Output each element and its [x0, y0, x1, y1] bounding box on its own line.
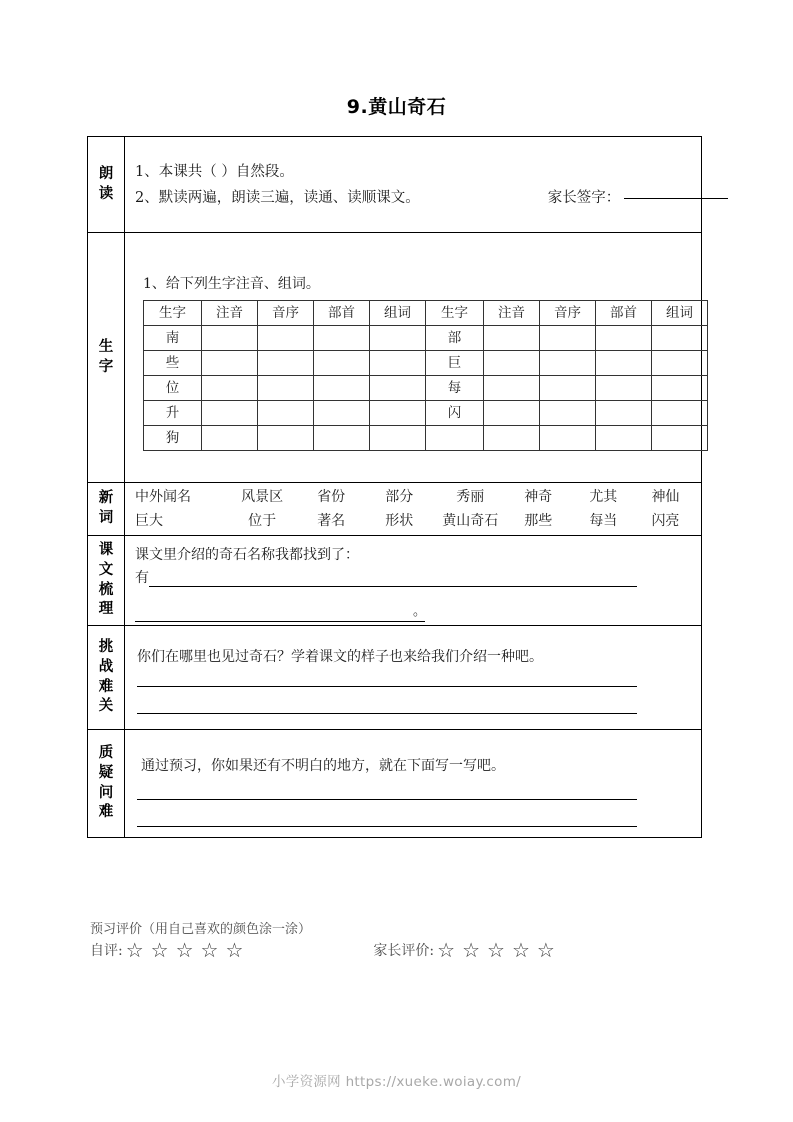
answer-cell-zuci-right[interactable] — [652, 376, 708, 401]
new-chars-question: 1、给下列生字注音、组词。 — [143, 276, 320, 292]
reading-task-1: 1、本课共（ ）自然段。 — [135, 163, 294, 180]
star-icon[interactable]: ☆ — [200, 938, 219, 962]
answer-cell-zuci-right[interactable] — [652, 426, 708, 451]
spacer — [133, 800, 693, 826]
word-item: 每当 — [589, 513, 618, 529]
label-char: 新 — [98, 490, 114, 507]
evaluation-block — [90, 920, 710, 960]
reading-task-2: 2、默读两遍，朗读三遍，读通、读顺课文。 — [135, 189, 420, 206]
section-row-outline — [88, 536, 702, 626]
char-cell-right: 闪 — [426, 401, 484, 426]
star-icon[interactable]: ☆ — [536, 938, 555, 962]
answer-cell-zuci-right[interactable] — [652, 401, 708, 426]
answer-cell-bushou-left[interactable] — [314, 376, 370, 401]
spacer — [133, 777, 693, 799]
reading-task-2-row — [135, 185, 693, 211]
spacer — [133, 687, 693, 713]
outline-writing-line-2[interactable] — [135, 605, 425, 622]
label-char: 问 — [98, 784, 114, 801]
word-item: 部分 — [385, 489, 414, 505]
answer-cell-yinxu-left[interactable] — [258, 376, 314, 401]
star-icon[interactable]: ☆ — [225, 938, 244, 962]
col-header-shengzi-right: 生字 — [426, 301, 484, 326]
section-body-reading — [125, 137, 702, 233]
word-item: 风景区 — [241, 489, 284, 505]
char-cell-right: 巨 — [426, 351, 484, 376]
char-cell-left: 位 — [144, 376, 202, 401]
section-body-outline — [125, 536, 702, 626]
section-row-new-chars — [88, 233, 702, 483]
section-label-challenge — [88, 626, 125, 730]
label-char: 梳 — [98, 581, 114, 598]
answer-cell-zhuyin-right[interactable] — [484, 351, 540, 376]
answer-cell-zuci-left[interactable] — [370, 426, 426, 451]
answer-cell-zhuyin-left[interactable] — [202, 351, 258, 376]
parent-evaluation-label: 家长评价: — [373, 943, 435, 959]
answer-cell-yinxu-right[interactable] — [540, 401, 596, 426]
word-item: 神仙 — [651, 489, 680, 505]
answer-cell-yinxu-left[interactable] — [258, 426, 314, 451]
answer-cell-yinxu-right[interactable] — [540, 426, 596, 451]
word-item: 省份 — [317, 489, 346, 505]
evaluation-rating-row — [90, 940, 710, 960]
answer-cell-zuci-right[interactable] — [652, 326, 708, 351]
answer-cell-zhuyin-left[interactable] — [202, 426, 258, 451]
answer-cell-bushou-left[interactable] — [314, 426, 370, 451]
table-row — [144, 376, 708, 401]
outline-answer-row-2 — [135, 603, 693, 622]
word-item: 位于 — [248, 513, 277, 529]
star-icon[interactable]: ☆ — [462, 938, 480, 962]
table-row — [144, 401, 708, 426]
col-header-zhuyin-right: 注音 — [484, 301, 540, 326]
new-words-row-1 — [131, 485, 695, 509]
answer-cell-yinxu-right[interactable] — [540, 326, 596, 351]
col-header-zuci-right: 组词 — [652, 301, 708, 326]
star-icon[interactable]: ☆ — [125, 938, 144, 962]
section-body-challenge — [125, 626, 702, 730]
word-item: 闪亮 — [651, 513, 680, 529]
answer-cell-bushou-right[interactable] — [596, 426, 652, 451]
parent-evaluation-group — [373, 940, 561, 960]
label-char: 质 — [98, 745, 114, 762]
section-label-new-chars — [88, 233, 125, 483]
char-cell-right — [426, 426, 484, 451]
doubt-prompt: 通过预习，你如果还有不明白的地方，就在下面写一写吧。 — [141, 757, 505, 774]
label-char: 文 — [98, 561, 114, 578]
answer-cell-bushou-left[interactable] — [314, 401, 370, 426]
answer-cell-zhuyin-left[interactable] — [202, 376, 258, 401]
section-body-new-words — [125, 483, 702, 536]
challenge-prompt: 你们在哪里也见过奇石？学着课文的样子也来给我们介绍一种吧。 — [137, 648, 543, 665]
word-item: 那些 — [524, 513, 553, 529]
answer-cell-yinxu-right[interactable] — [540, 376, 596, 401]
answer-cell-yinxu-right[interactable] — [540, 351, 596, 376]
new-words-row-2 — [131, 509, 695, 533]
label-char: 理 — [98, 601, 114, 618]
char-cell-right: 部 — [426, 326, 484, 351]
section-row-challenge — [88, 626, 702, 730]
section-row-new-words — [88, 483, 702, 536]
answer-cell-bushou-right[interactable] — [596, 351, 652, 376]
answer-cell-bushou-right[interactable] — [596, 376, 652, 401]
label-char: 疑 — [98, 764, 114, 781]
signature-writing-line[interactable] — [624, 198, 728, 199]
doubt-writing-line-2[interactable] — [137, 826, 637, 827]
word-item: 神奇 — [524, 489, 553, 505]
parent-evaluation-stars[interactable] — [437, 940, 562, 960]
table-row — [144, 426, 708, 451]
col-header-bushou-left: 部首 — [314, 301, 370, 326]
char-cell-left: 些 — [144, 351, 202, 376]
answer-cell-yinxu-left[interactable] — [258, 326, 314, 351]
col-header-yinxu-right: 音序 — [540, 301, 596, 326]
char-cell-left: 升 — [144, 401, 202, 426]
table-row — [144, 351, 708, 376]
star-icon[interactable]: ☆ — [437, 938, 456, 962]
table-row — [144, 326, 708, 351]
char-cell-left: 狗 — [144, 426, 202, 451]
col-header-zuci-left: 组词 — [370, 301, 426, 326]
label-char: 难 — [98, 678, 114, 695]
parent-signature-field[interactable] — [548, 185, 729, 211]
answer-cell-zuci-left[interactable] — [370, 326, 426, 351]
answer-cell-zhuyin-right[interactable] — [484, 326, 540, 351]
spacer — [133, 668, 693, 686]
label-char: 挑 — [98, 639, 114, 656]
answer-cell-bushou-right[interactable] — [596, 326, 652, 351]
answer-cell-bushou-left[interactable] — [314, 326, 370, 351]
answer-cell-yinxu-left[interactable] — [258, 401, 314, 426]
word-item: 秀丽 — [456, 489, 485, 505]
parent-signature-label: 家长签字： — [547, 189, 621, 206]
label-char: 词 — [98, 510, 114, 526]
character-practice-table — [143, 300, 708, 451]
word-item: 黄山奇石 — [442, 513, 499, 529]
star-icon[interactable]: ☆ — [511, 938, 530, 962]
answer-cell-zhuyin-left[interactable] — [202, 401, 258, 426]
footer-watermark: 小学资源网 https://xueke.woiay.com/ — [271, 1074, 522, 1090]
answer-cell-zuci-left[interactable] — [370, 351, 426, 376]
word-item: 形状 — [385, 513, 414, 529]
label-char: 朗 — [98, 165, 114, 182]
answer-cell-zhuyin-right[interactable] — [484, 401, 540, 426]
char-cell-right: 每 — [426, 376, 484, 401]
star-icon[interactable]: ☆ — [175, 938, 194, 962]
answer-cell-zhuyin-left[interactable] — [202, 326, 258, 351]
outline-end-mark: 。 — [413, 603, 427, 619]
page-title: 9.黄山奇石 — [346, 96, 447, 118]
label-char: 读 — [98, 185, 114, 202]
star-icon[interactable]: ☆ — [487, 938, 505, 962]
word-item: 著名 — [317, 513, 346, 529]
section-row-doubt — [88, 730, 702, 838]
answer-cell-bushou-left[interactable] — [314, 351, 370, 376]
evaluation-title: 预习评价（用自己喜欢的颜色涂一涂） — [90, 922, 312, 937]
col-header-shengzi-left: 生字 — [144, 301, 202, 326]
section-label-new-words — [88, 483, 125, 536]
outline-answer-row-1 — [135, 567, 693, 587]
outline-writing-line-1[interactable] — [149, 570, 637, 587]
answer-cell-zhuyin-right[interactable] — [484, 376, 540, 401]
answer-cell-zuci-left[interactable] — [370, 401, 426, 426]
word-item: 中外闻名 — [135, 489, 191, 505]
section-body-new-chars — [125, 233, 702, 483]
label-char: 难 — [98, 804, 114, 821]
self-evaluation-label: 自评: — [90, 943, 123, 959]
challenge-writing-line-2[interactable] — [137, 713, 637, 714]
answer-cell-bushou-right[interactable] — [596, 401, 652, 426]
section-body-doubt — [125, 730, 702, 838]
section-row-reading — [88, 137, 702, 233]
label-char: 生 — [98, 338, 114, 355]
answer-cell-zuci-left[interactable] — [370, 376, 426, 401]
section-label-doubt — [88, 730, 125, 838]
outline-lead-text: 有 — [135, 569, 149, 586]
col-header-yinxu-left: 音序 — [258, 301, 314, 326]
answer-cell-zhuyin-right[interactable] — [484, 426, 540, 451]
word-item: 巨大 — [135, 513, 163, 529]
answer-cell-yinxu-left[interactable] — [258, 351, 314, 376]
label-char: 课 — [98, 542, 114, 559]
self-evaluation-group — [90, 940, 250, 960]
section-label-reading — [88, 137, 125, 233]
section-label-outline — [88, 536, 125, 626]
col-header-zhuyin-left: 注音 — [202, 301, 258, 326]
label-char: 战 — [98, 658, 114, 675]
word-item: 尤其 — [589, 489, 618, 505]
table-header-row — [144, 301, 708, 326]
label-char: 字 — [98, 358, 114, 375]
worksheet-table — [87, 136, 702, 838]
col-header-bushou-right: 部首 — [596, 301, 652, 326]
self-evaluation-stars[interactable] — [126, 940, 251, 960]
star-icon[interactable]: ☆ — [150, 938, 169, 962]
char-cell-left: 南 — [144, 326, 202, 351]
label-char: 关 — [98, 698, 114, 715]
outline-prompt: 课文里介绍的奇石名称我都找到了： — [135, 546, 359, 563]
answer-cell-zuci-right[interactable] — [652, 351, 708, 376]
